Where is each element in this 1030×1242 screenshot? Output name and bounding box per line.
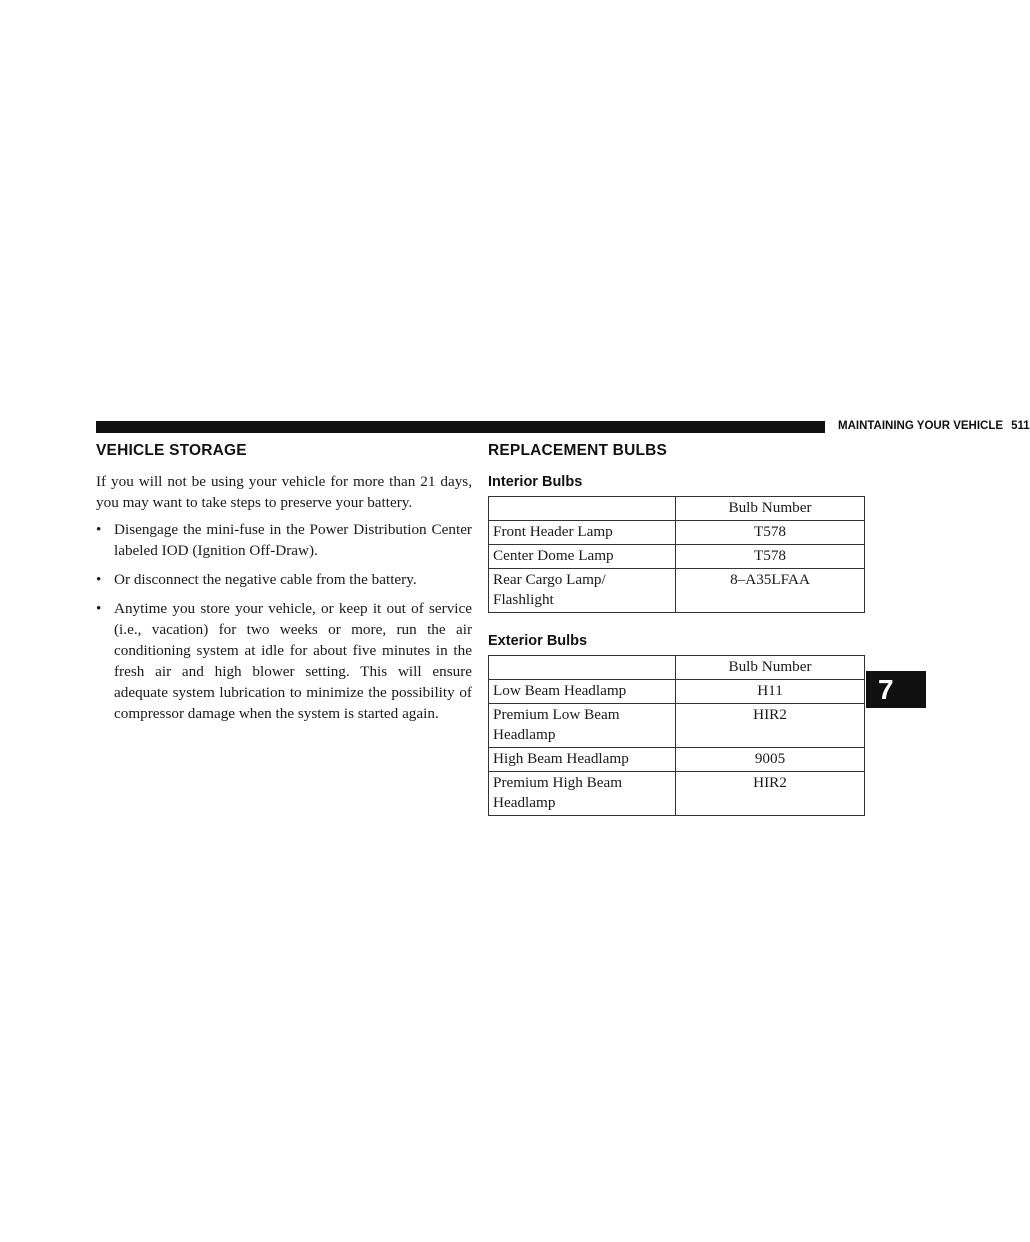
section-heading: VEHICLE STORAGE bbox=[96, 442, 247, 459]
bulb-number: 8–A35LFAA bbox=[676, 569, 865, 613]
bulb-name: Center Dome Lamp bbox=[489, 545, 676, 569]
table-row bbox=[489, 521, 865, 545]
chapter-title: MAINTAINING YOUR VEHICLE bbox=[838, 420, 1004, 432]
storage-steps-list bbox=[96, 519, 472, 724]
table-row bbox=[489, 704, 865, 748]
exterior-bulbs-table bbox=[488, 655, 865, 816]
table-row bbox=[489, 772, 865, 816]
bulb-name: Low Beam Headlamp bbox=[489, 680, 676, 704]
chapter-tab: 7 bbox=[866, 671, 926, 708]
list-item: • Anytime you store your vehicle, or keep it out of service (i.e., vacation) for two weeks or more, run the air conditioning system at idle for about five minutes in the fresh air and high blower setting. This will ensure adequate system lubrication to minimize the possibility of compressor damage when the system is started again. bbox=[96, 600, 472, 722]
table-row bbox=[489, 680, 865, 704]
table-row bbox=[489, 748, 865, 772]
list-item: • Or disconnect the negative cable from the battery. bbox=[96, 571, 417, 588]
bulb-name: Premium High Beam Headlamp bbox=[489, 772, 676, 816]
bullet-glyph: • bbox=[96, 600, 102, 617]
bulb-number: HIR2 bbox=[676, 772, 865, 816]
section-heading: REPLACEMENT BULBS bbox=[488, 442, 668, 459]
table-header-cell bbox=[489, 497, 676, 521]
bullet-glyph: • bbox=[96, 571, 102, 588]
bullet-glyph: • bbox=[96, 521, 102, 538]
bulb-name: Rear Cargo Lamp/ Flashlight bbox=[489, 569, 676, 613]
header-rule bbox=[96, 421, 825, 433]
running-header bbox=[838, 418, 1030, 434]
bulb-number: T578 bbox=[676, 545, 865, 569]
table-header-row bbox=[489, 656, 865, 680]
table-header-cell bbox=[489, 656, 676, 680]
bulb-name: Front Header Lamp bbox=[489, 521, 676, 545]
exterior-bulbs-title: Exterior Bulbs bbox=[488, 633, 588, 649]
table-header-cell: Bulb Number bbox=[676, 497, 865, 521]
table-header-cell: Bulb Number bbox=[676, 656, 865, 680]
bulb-name: Premium Low Beam Headlamp bbox=[489, 704, 676, 748]
intro-paragraph: If you will not be using your vehicle for more than 21 days, you may want to take steps to preserve your battery. bbox=[96, 473, 472, 511]
table-row bbox=[489, 545, 865, 569]
bulb-number: 9005 bbox=[676, 748, 865, 772]
list-item: • Disengage the mini-fuse in the Power Distribution Center labeled IOD (Ignition Off-Draw). bbox=[96, 521, 472, 559]
bulb-number: H11 bbox=[676, 680, 865, 704]
bulb-number: HIR2 bbox=[676, 704, 865, 748]
interior-bulbs-table bbox=[488, 496, 865, 613]
table-row bbox=[489, 569, 865, 613]
table-header-row bbox=[489, 497, 865, 521]
replacement-bulbs-section bbox=[488, 440, 864, 816]
bulb-number: T578 bbox=[676, 521, 865, 545]
interior-bulbs-title: Interior Bulbs bbox=[488, 474, 583, 490]
page-number: 511 bbox=[1011, 420, 1030, 432]
bulb-name: High Beam Headlamp bbox=[489, 748, 676, 772]
vehicle-storage-section bbox=[96, 440, 472, 732]
